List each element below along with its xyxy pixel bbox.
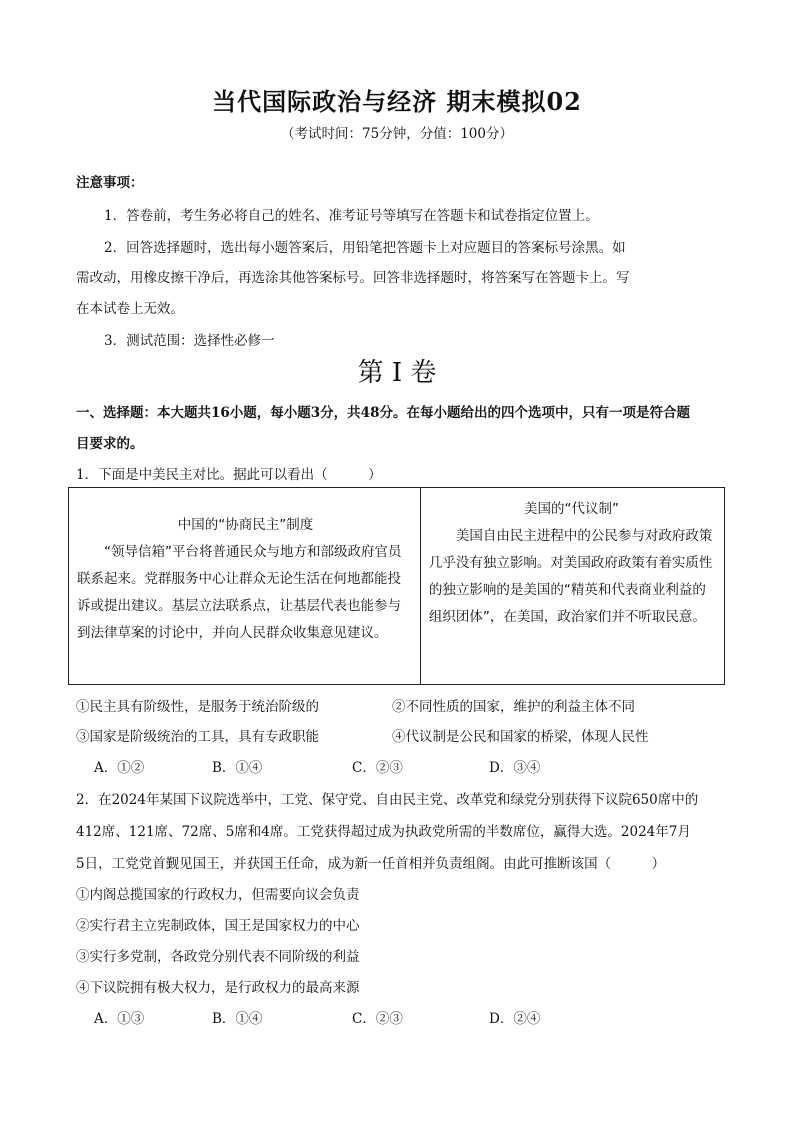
table-cell-usa (421, 488, 724, 684)
q1-statement-1: ①民主具有阶级性，是服务于统治阶级的 (76, 699, 319, 715)
q2-stem-line-1: 2．在2024年某国下议院选举中，工党、保守党、自由民主党、改革党和绿党分别获得下议院650席中的 (76, 792, 699, 808)
note-item-2-line-3: 在本试卷上无效。 (76, 301, 184, 317)
q2-option-b: B．①④ (212, 1011, 263, 1027)
china-cell-text: “领导信箱”平台将普通民众与地方和部级政府官员联系起来。党群服务中心让群众无论生活在何地都能投诉或提出建议。基层立法联系点，让基层代表也能参与到法律草案的讨论中，并向人民群众收集意见建议。 (77, 544, 402, 641)
page-title: 当代国际政治与经济 期末模拟02 (212, 87, 582, 116)
q2-statement-1: ①内阁总揽国家的行政权力，但需要向议会负责 (76, 887, 360, 903)
q2-option-a: A．①③ (94, 1011, 145, 1027)
china-cell-title: 中国的“协商民主”制度 (177, 517, 314, 533)
q1-option-c: C．②③ (352, 760, 403, 776)
q2-statement-3: ③实行多党制，各政党分别代表不同阶级的利益 (76, 949, 360, 965)
exam-info: （考试时间：75分钟，分值：100分） (281, 126, 513, 142)
note-item-2-line-2: 需改动，用橡皮擦干净后，再选涂其他答案标号。回答非选择题时，将答案写在答题卡上。写 (76, 270, 630, 286)
section-title: 第 I 卷 (357, 358, 437, 388)
q1-statement-2: ②不同性质的国家，维护的利益主体不同 (392, 699, 635, 715)
q1-statement-3: ③国家是阶级统治的工具，具有专政职能 (76, 729, 319, 745)
q2-stem-line-3: 5日，工党党首觐见国王，并获国王任命，成为新一任首相并负责组阁。由此可推断该国（ ） (76, 856, 666, 872)
notes-heading: 注意事项： (76, 175, 144, 191)
section-desc-line-2: 目要求的。 (76, 436, 144, 452)
usa-cell-title: 美国的“代议制” (523, 501, 619, 517)
q2-option-d: D．②④ (489, 1011, 541, 1027)
q1-stem: 1．下面是中美民主对比。据此可以看出（ ） (76, 467, 382, 483)
q2-stem-line-2: 412席、121席、72席、5席和4席。工党获得超过成为执政党所需的半数席位，赢得大选。2024年7月 (76, 824, 691, 840)
q1-option-d: D．③④ (489, 760, 541, 776)
usa-cell-text: 美国自由民主进程中的公民参与对政府政策几乎没有独立影响。对美国政府政策有着实质性的独立影响的是美国的“精英和代表商业利益的组织团体”，在美国，政治家们并不听取民意。 (428, 528, 713, 625)
section-desc-line-1: 一、选择题：本大题共16小题，每小题3分，共48分。在每小题给出的四个选项中，只有一项是符合题 (76, 405, 690, 421)
q1-option-a: A．①② (94, 760, 145, 776)
table-cell-china (69, 488, 421, 684)
q1-option-b: B．①④ (212, 760, 263, 776)
q2-statement-4: ④下议院拥有极大权力，是行政权力的最高来源 (76, 980, 360, 996)
q2-statement-2: ②实行君主立宪制政体，国王是国家权力的中心 (76, 918, 360, 934)
comparison-table (68, 487, 725, 685)
note-item-2-line-1: 2．回答选择题时，选出每小题答案后，用铅笔把答题卡上对应题目的答案标号涂黑。如 (104, 240, 626, 256)
note-item-1: 1．答卷前，考生务必将自己的姓名、准考证号等填写在答题卡和试卷指定位置上。 (104, 208, 599, 224)
q2-option-c: C．②③ (352, 1011, 403, 1027)
q1-statement-4: ④代议制是公民和国家的桥梁，体现人民性 (392, 729, 649, 745)
note-item-3: 3．测试范围：选择性必修一 (104, 333, 275, 349)
